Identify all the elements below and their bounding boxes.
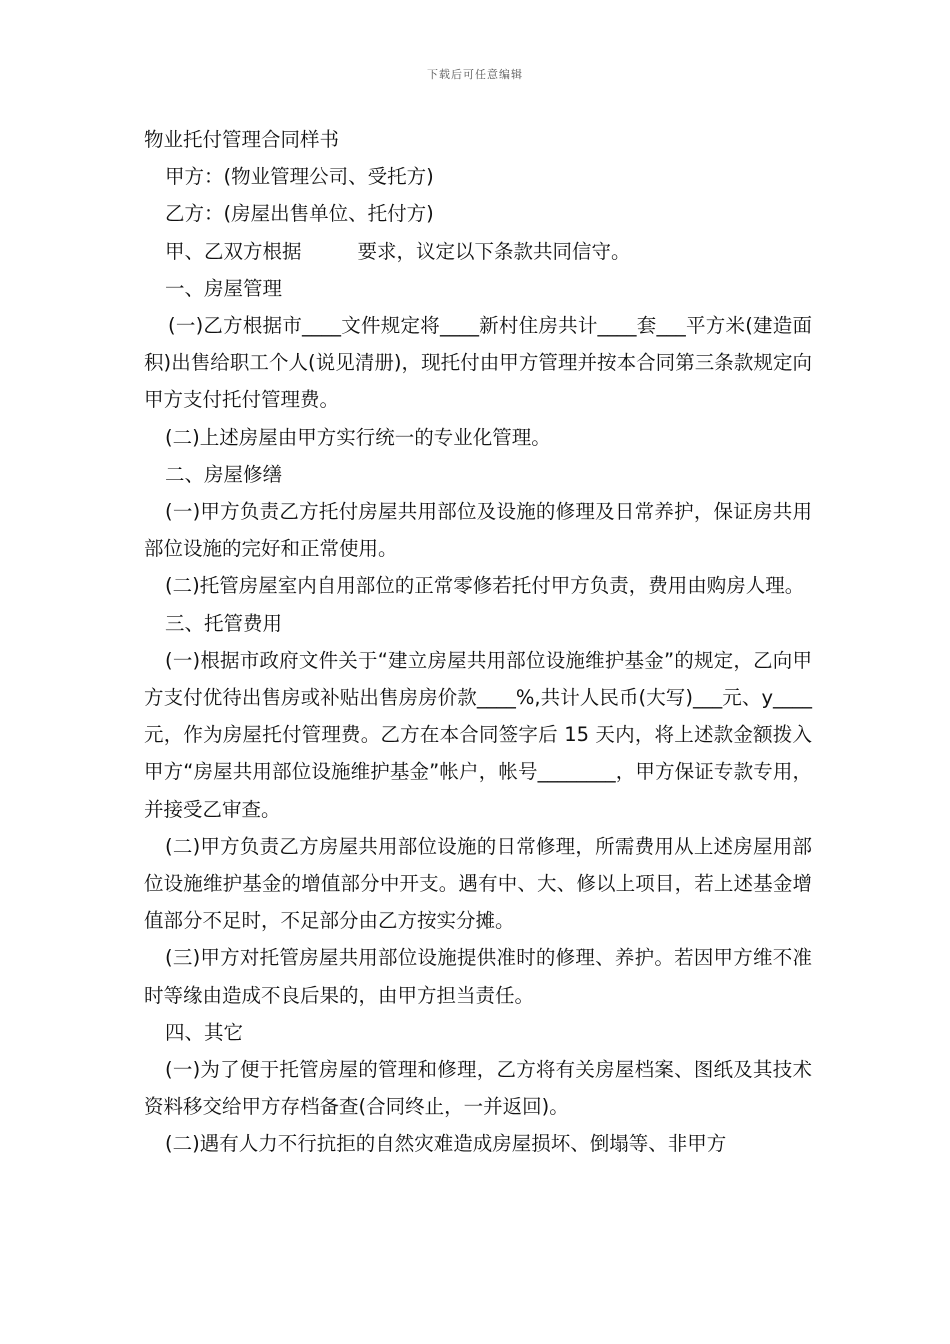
section-4-heading: 四、其它 bbox=[165, 1020, 244, 1044]
contract-body bbox=[144, 121, 812, 1163]
section-4-clause-1: (一)为了便于托管房屋的管理和修理，乙方将有关房屋档案、图纸及其技术资料移交给甲方存档备查(合同终止，一并返回)。 bbox=[144, 1058, 812, 1119]
section-3-clause-1: (一)根据市政府文件关于“建立房屋共用部位设施维护基金”的规定，乙向甲方支付优待出售房或补贴出售房房价款____%,共计人民币(大写)___元、y____元，作为房屋托付管理费。乙方在本合同签字后 15 天内，将上述款金额拨入甲方“房屋共用部位设施维护基金”帐户，帐号________，甲方保证专款专用，并接受乙审查。 bbox=[144, 648, 812, 821]
section-1-heading: 一、房屋管理 bbox=[165, 276, 283, 300]
section-4-clause-2: (二)遇有人力不行抗拒的自然灾难造成房屋损坏、倒塌等、非甲方 bbox=[165, 1132, 727, 1156]
party-b-line: 乙方：(房屋出售单位、托付方) bbox=[165, 202, 434, 226]
intro-right-text: 要求，议定以下条款共同信守。 bbox=[357, 239, 631, 263]
section-1-clause-2: (二)上述房屋由甲方实行统一的专业化管理。 bbox=[165, 425, 551, 449]
document-title: 物业托付管理合同样书 bbox=[144, 128, 340, 151]
intro-left-text: 甲、乙双方根据 bbox=[165, 239, 302, 263]
header-note: 下载后可任意编辑 bbox=[427, 68, 523, 81]
section-3-clause-2: (二)甲方负责乙方房屋共用部位设施的日常修理，所需费用从上述房屋用部位设施维护基金的增值部分中开支。遇有中、大、修以上项目，若上述基金增值部分不足时，不足部分由乙方按实分摊。 bbox=[144, 834, 812, 933]
section-1-clause-1: (一)乙方根据市____文件规定将____新村住房共计____套___平方米(建造面积)出售给职工个人(说见清册)，现托付由甲方管理并按本合同第三条款规定向甲方支付托付管理费。 bbox=[144, 314, 812, 412]
section-2-clause-1: (一)甲方负责乙方托付房屋共用部位及设施的修理及日常养护，保证房共用部位设施的完好和正常使用。 bbox=[144, 500, 812, 561]
section-3-clause-3: (三)甲方对托管房屋共用部位设施提供准时的修理、养护。若因甲方维不准时等缘由造成不良后果的，由甲方担当责任。 bbox=[144, 946, 812, 1007]
section-2-clause-2: (二)托管房屋室内自用部位的正常零修若托付甲方负责，费用由购房人理。 bbox=[165, 574, 805, 598]
section-3-heading: 三、托管费用 bbox=[165, 611, 283, 635]
intro-line bbox=[144, 233, 812, 270]
section-2-heading: 二、房屋修缮 bbox=[165, 462, 283, 486]
party-a-line: 甲方：(物业管理公司、受托方) bbox=[165, 165, 434, 189]
